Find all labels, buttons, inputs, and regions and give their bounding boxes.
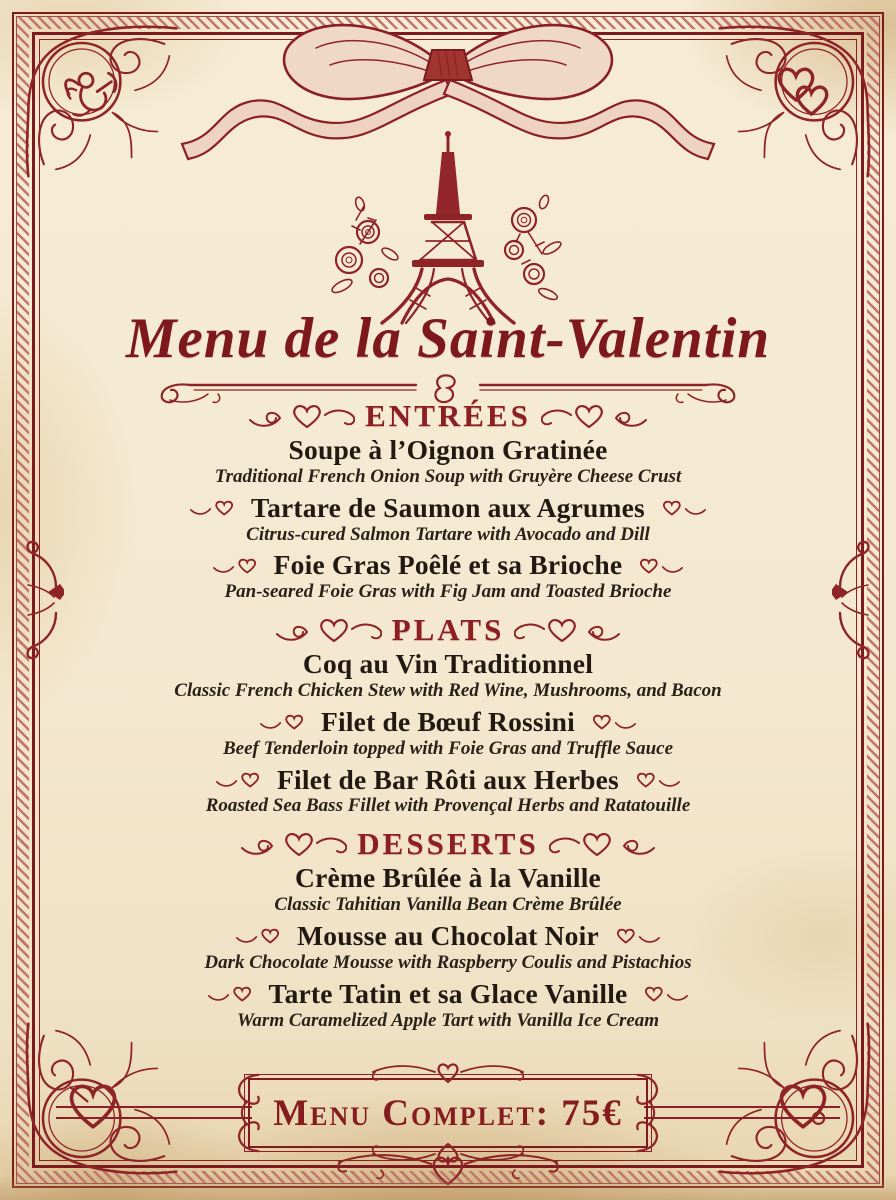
dish-name: Foie Gras Poêlé et sa Brioche — [273, 549, 623, 581]
menu-content — [78, 394, 818, 1040]
section-title: ENTRÉES — [365, 398, 531, 433]
corner-ornament-bottom-right — [718, 1022, 890, 1194]
heart-swirl-icon — [514, 616, 622, 644]
dish-name: Tarte Tatin et sa Glace Vanille — [268, 977, 628, 1009]
heart-swirl-icon — [207, 984, 257, 1004]
menu-section-desserts — [78, 826, 818, 1031]
heart-swirl-icon — [541, 402, 649, 430]
rose-heart-icon — [772, 1076, 834, 1138]
heart-swirl-icon — [587, 712, 637, 732]
heart-swirl-icon — [639, 984, 689, 1004]
heart-swirl-icon — [657, 498, 707, 518]
page-title: Menu de la Saint-Valentin — [125, 307, 771, 370]
heart-swirl-icon — [247, 402, 355, 430]
dish-description: Roasted Sea Bass Fillet with Provençal Herbs and Ratatouille — [205, 795, 691, 817]
dish-description: Classic French Chicken Stew with Red Wine, Mushrooms, and Bacon — [174, 680, 722, 702]
heart-swirl-icon — [634, 556, 684, 576]
dish-name: Filet de Bar Rôti aux Herbes — [277, 763, 619, 795]
dish — [78, 650, 818, 702]
dish — [78, 864, 818, 916]
dish-description: Beef Tenderloin topped with Foie Gras and Truffle Sauce — [222, 737, 674, 759]
menu-section-entrees — [78, 398, 818, 603]
heart-flourish-icon — [323, 1148, 573, 1188]
heart-swirl-icon — [611, 926, 661, 946]
heart-icon — [62, 1076, 124, 1138]
corner-ornament-bottom-left — [6, 1022, 178, 1194]
dish — [78, 436, 818, 488]
dish-name: Mousse au Chocolat Noir — [297, 920, 599, 952]
section-title: DESSERTS — [357, 826, 539, 862]
price-banner — [248, 1078, 648, 1148]
eiffel-tower-roses-icon — [316, 128, 580, 328]
heart-swirl-icon — [274, 616, 382, 644]
menu-section-plats — [78, 612, 818, 817]
dish-description: Citrus-cured Salmon Tartare with Avocado and Dill — [246, 523, 650, 545]
dish-name: Crème Brûlée à la Vanille — [295, 862, 601, 894]
dish — [78, 705, 818, 760]
dish-description: Dark Chocolate Mousse with Raspberry Coulis and Pistachios — [204, 951, 692, 973]
dish — [78, 763, 818, 818]
scroll-bracket-icon — [224, 1067, 264, 1159]
heart-swirl-icon — [215, 770, 265, 790]
double-hearts-icon — [772, 62, 834, 124]
side-palmette-icon — [832, 525, 872, 675]
dish — [78, 977, 818, 1032]
heart-swirl-icon — [239, 830, 347, 858]
roses-right — [505, 194, 563, 302]
banner-rule-left — [56, 1106, 252, 1119]
heart-swirl-icon — [631, 770, 681, 790]
dish-description: Pan-seared Foie Gras with Fig Jam and Toasted Brioche — [224, 581, 672, 603]
side-palmette-icon — [24, 525, 64, 675]
dish-description: Traditional French Onion Soup with Gruyère Cheese Crust — [214, 465, 682, 487]
dish-description: Classic Tahitian Vanilla Bean Crème Brûlée — [274, 894, 622, 916]
scroll-bracket-icon — [632, 1067, 672, 1159]
heart-swirl-icon — [212, 556, 262, 576]
dish-name: Soupe à l’Oignon Gratinée — [288, 434, 608, 465]
dish-name: Filet de Bœuf Rossini — [320, 705, 575, 737]
dish-description: Warm Caramelized Apple Tart with Vanilla Ice Cream — [236, 1009, 660, 1031]
heart-swirl-icon — [259, 712, 309, 732]
price-label: Menu Complet: 75€ — [273, 1092, 623, 1134]
dish — [78, 922, 818, 974]
roses-left — [330, 196, 400, 295]
section-title: PLATS — [391, 612, 505, 648]
banner-rule-right — [644, 1106, 840, 1119]
dish — [78, 491, 818, 546]
heart-swirl-icon — [549, 830, 657, 858]
dish-name: Coq au Vin Traditionnel — [302, 648, 594, 680]
cherub-icon — [62, 62, 124, 124]
dish — [78, 551, 818, 603]
dish-name: Tartare de Saumon aux Agrumes — [251, 491, 645, 523]
heart-flourish-icon — [363, 1058, 533, 1084]
heart-swirl-icon — [235, 926, 285, 946]
heart-swirl-icon — [189, 498, 239, 518]
